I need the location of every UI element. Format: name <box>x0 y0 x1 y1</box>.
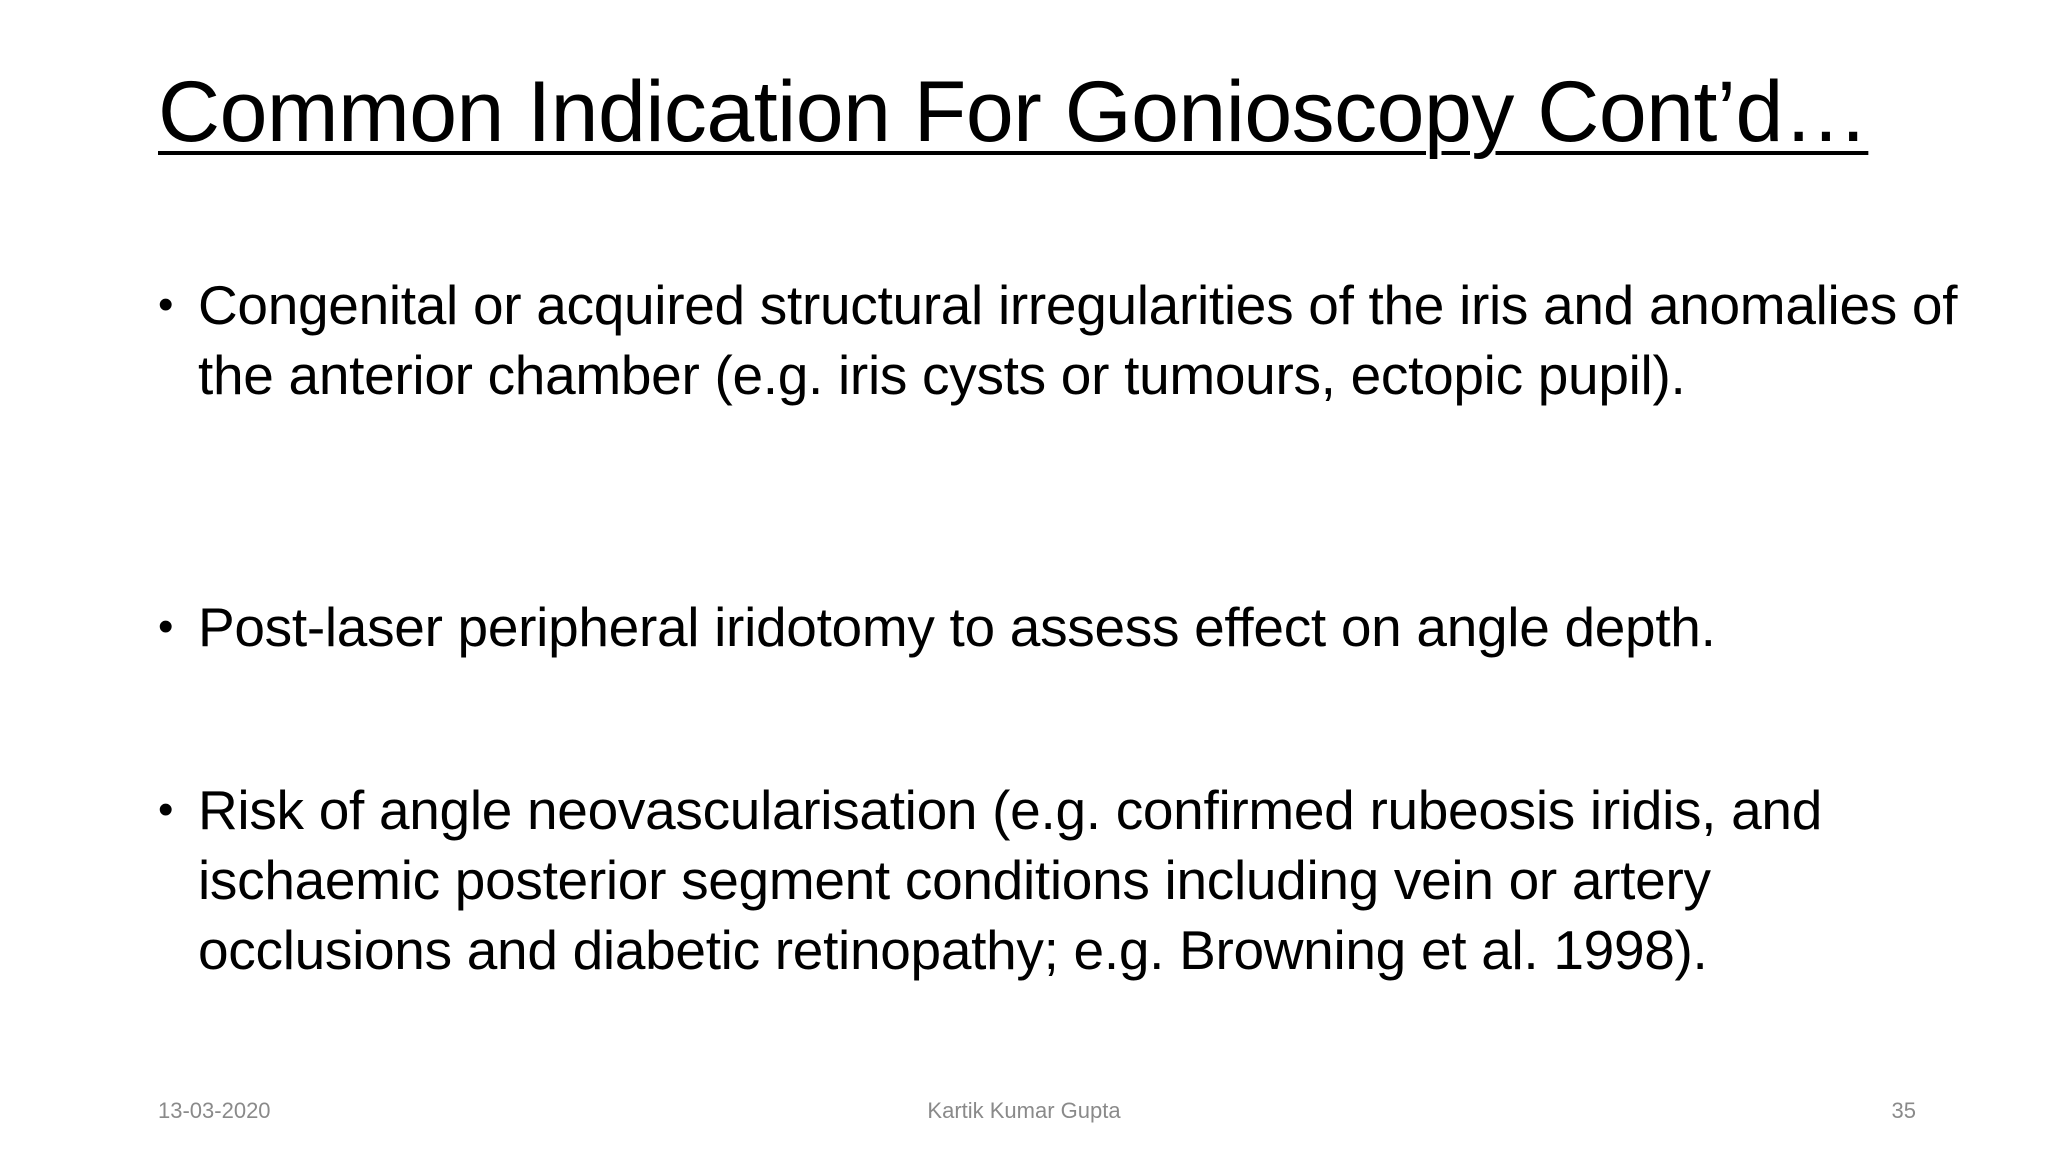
bullet-marker: • <box>158 602 174 651</box>
footer-page-number: 35 <box>1891 1098 1916 1123</box>
footer-author: Kartik Kumar Gupta <box>927 1098 1121 1123</box>
footer-date: 13-03-2020 <box>158 1098 271 1123</box>
bullet-item <box>158 775 1958 985</box>
bullet-marker: • <box>158 280 174 329</box>
slide-title: Common Indication For Gonioscopy Cont’d… <box>158 64 1869 160</box>
bullet-item <box>158 270 1958 410</box>
bullet-text: Post-laser peripheral iridotomy to assess effect on angle depth. <box>198 596 1716 658</box>
bullet-text: Risk of angle neovascularisation (e.g. confirmed rubeosis iridis, and ischaemic posterior segment conditions including vein or artery occlusions and diabetic retinopathy; e.g. Browning et al. 1998). <box>198 779 1823 981</box>
bullet-marker: • <box>158 785 174 834</box>
bullet-item <box>158 592 1958 662</box>
bullet-text: Congenital or acquired structural irregularities of the iris and anomalies of the anterior chamber (e.g. iris cysts or tumours, ectopic pupil). <box>198 274 1958 406</box>
